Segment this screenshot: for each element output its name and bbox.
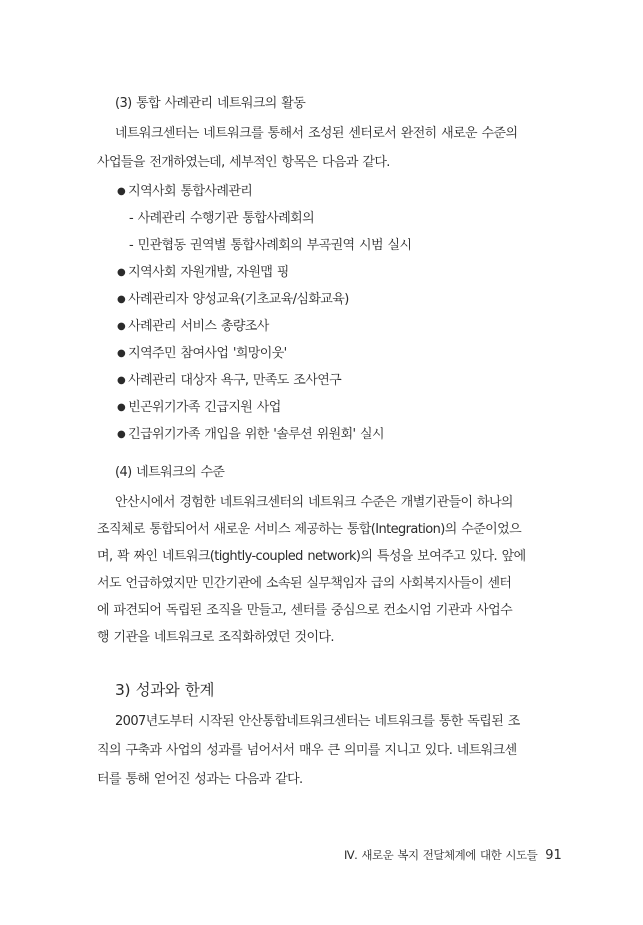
list-item: ● 사례관리 서비스 총량조사 bbox=[117, 318, 269, 337]
list-item: ● 지역사회 통합사례관리 bbox=[117, 183, 252, 202]
section-3-heading: (3) 통합 사례관리 네트워크의 활동 bbox=[115, 96, 306, 111]
footer-chapter-title: Ⅳ. 새로운 복지 전달체계에 대한 시도들 bbox=[344, 848, 538, 862]
list-item: ● 지역사회 자원개발, 자원맵 핑 bbox=[117, 264, 289, 283]
paragraph-line: 며, 꽉 짜인 네트워크(tightly-coupled network)의 특성을 보여주고 있다. 앞에 bbox=[97, 549, 526, 564]
list-subitem: - 민관협동 권역별 통합사례회의 부곡권역 시범 실시 bbox=[129, 238, 412, 253]
paragraph-line: 에 파견되어 독립된 조직을 만들고, 센터를 중심으로 컨소시엄 기관과 사업수 bbox=[97, 603, 513, 618]
paragraph-line: 터를 통해 얻어진 성과는 다음과 같다. bbox=[97, 772, 303, 787]
section-3-intro-line-1: 네트워크센터는 네트워크를 통해서 조성된 센터로서 완전히 새로운 수준의 bbox=[115, 126, 518, 141]
paragraph-line: 안산시에서 경험한 네트워크센터의 네트워크 수준은 개별기관들이 하나의 bbox=[115, 495, 513, 510]
section-4-heading: (4) 네트워크의 수준 bbox=[115, 465, 225, 480]
paragraph-line: 조직체로 통합되어서 새로운 서비스 제공하는 통합(Integration)의 수준이었으 bbox=[97, 522, 522, 537]
list-item: ● 사례관리 대상자 욕구, 만족도 조사연구 bbox=[117, 372, 341, 391]
page-number: 91 bbox=[545, 848, 562, 863]
paragraph-line: 행 기관을 네트워크로 조직화하였던 것이다. bbox=[97, 630, 334, 645]
section-3-intro-line-2: 사업들을 전개하였는데, 세부적인 항목은 다음과 같다. bbox=[97, 155, 390, 170]
paragraph-line: 직의 구축과 사업의 성과를 넘어서서 매우 큰 의미를 지니고 있다. 네트워크센 bbox=[97, 743, 517, 758]
list-item: ● 사례관리자 양성교육(기초교육/심화교육) bbox=[117, 291, 349, 310]
subsection-3-heading: 3) 성과와 한계 bbox=[115, 681, 215, 699]
paragraph-line: 2007년도부터 시작된 안산통합네트워크센터는 네트워크를 통한 독립된 조 bbox=[115, 714, 520, 729]
list-item: ● 빈곤위기가족 긴급지원 사업 bbox=[117, 399, 281, 418]
page-footer bbox=[344, 846, 562, 865]
list-subitem: - 사례관리 수행기관 통합사례회의 bbox=[129, 211, 315, 226]
list-item: ● 긴급위기가족 개입을 위한 '솔루션 위원회' 실시 bbox=[117, 426, 384, 445]
list-item: ● 지역주민 참여사업 '희망이웃' bbox=[117, 345, 287, 364]
paragraph-line: 서도 언급하였지만 민간기관에 소속된 실무책임자 급의 사회복지사들이 센터 bbox=[97, 576, 512, 591]
